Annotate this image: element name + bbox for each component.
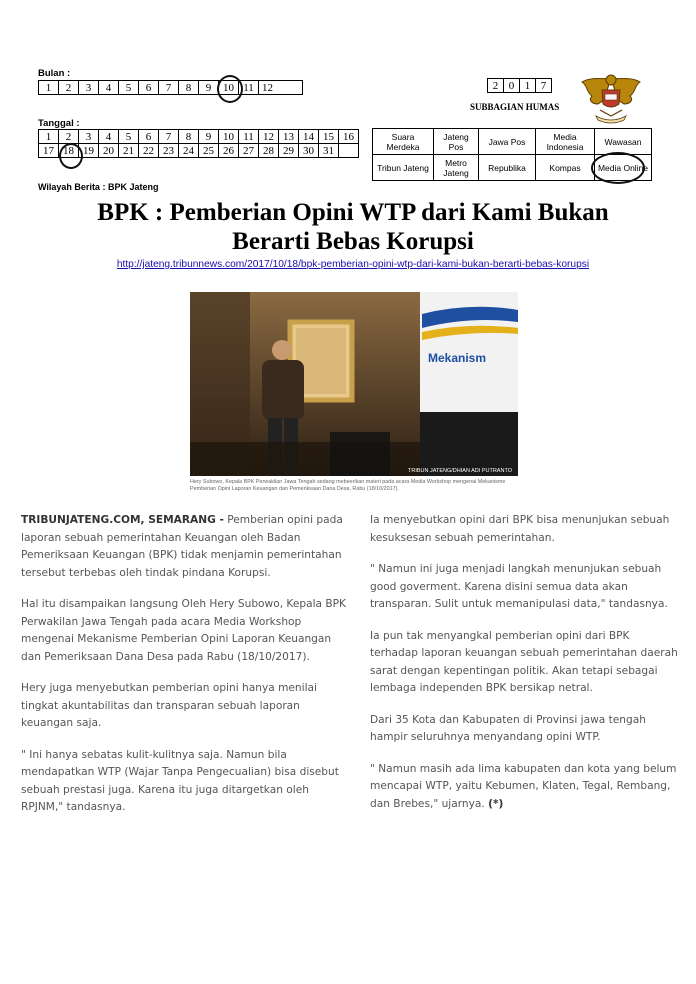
banner-text: Mekanism — [428, 351, 487, 365]
date-cell: 14 — [299, 130, 319, 144]
year-digit: 2 — [488, 79, 504, 93]
headline — [30, 198, 676, 256]
article-right-column — [370, 512, 680, 827]
article-paragraph: Ia pun tak menyangkal pemberian opini dari BPK terhadap laporan keuangan sebuah pemerintahan daerah sarat dengan kepentingan politik. Akan tetapi sebagai lembaga independen BPK bersikap netral. — [370, 629, 678, 694]
dateline: TRIBUNJATENG.COM, SEMARANG - — [21, 514, 224, 526]
date-cell: 19 — [79, 144, 99, 158]
date-cell: 6 — [139, 130, 159, 144]
media-cell: Kompas — [536, 155, 595, 181]
date-cell: 1 — [39, 130, 59, 144]
end-mark: (*) — [488, 797, 504, 810]
article-paragraph: Hery juga menyebutkan pemberian opini hanya menilai tingkat akuntabilitas dan transparan sebuah laporan keuangan saja. — [21, 682, 317, 729]
selected-date-circle — [59, 143, 83, 169]
date-cell: 3 — [79, 130, 99, 144]
article-paragraph: Hal itu disampaikan langsung Oleh Hery Subowo, Kepala BPK Perwakilan Jawa Tengah pada acara Media Workshop mengenai Mekanisme Pemberian Opini Laporan Keuangan dan Pemeriksaan Dana Desa pada Rabu (18/10/2017). — [21, 598, 346, 663]
date-cell: 11 — [239, 130, 259, 144]
date-grid — [38, 129, 359, 158]
media-cell: Jawa Pos — [479, 129, 536, 155]
garuda-emblem-icon — [578, 70, 644, 126]
paragraph-text: Pemberian opini pada laporan sebuah pemerintahan Keuangan oleh Badan Pemeriksaan Keuangan (BPK) tidak menjamin pemerintahan tersebut terbebas oleh tindak pindana Korupsi. — [21, 514, 343, 579]
media-cell: Wawasan — [595, 129, 652, 155]
date-cell: 2 — [59, 130, 79, 144]
month-cell: 8 — [179, 81, 199, 95]
date-cell: 10 — [219, 130, 239, 144]
article-paragraph: " Namun ini juga menjadi langkah menunjukan sebuah good goverment. Karena disini semua data akan transparan. Sulit untuk memanipulasi data," tandasnya. — [370, 563, 668, 610]
photo-credit: TRIBUN JATENG/DHIAN ADI PUTRANTO — [407, 468, 512, 474]
paragraph-text: " Namun masih ada lima kabupaten dan kota yang belum mencapai WTP, yaitu Kebumen, Klaten, Tegal, Rembang, dan Brebes," ujarnya. — [370, 762, 677, 810]
article-paragraph: Ia menyebutkan opini dari BPK bisa menunjukan sebuah kesuksesan sebuah pemerintahan. — [370, 514, 670, 544]
date-cell: 18 — [59, 144, 79, 158]
wilayah-berita: Wilayah Berita : BPK Jateng — [38, 182, 159, 192]
photo-caption: Hery Subowo, Kepala BPK Perwakilan Jawa Tengah sedang mebeerikan materi pada acara Media Workshop mengenai Mekanisme Pemberian Opini Laporan Keuangan dan Pemeriksaan Dana Desa, Rabu (18/10/2017). — [190, 479, 506, 492]
article-paragraph — [21, 512, 354, 582]
month-cell: 5 — [119, 81, 139, 95]
date-cell: 9 — [199, 130, 219, 144]
date-cell: 4 — [99, 130, 119, 144]
headline-line: BPK : Pemberian Opini WTP dari Kami Bukan — [97, 199, 609, 226]
selected-media-circle — [591, 152, 645, 184]
department-label: SUBBAGIAN HUMAS — [470, 102, 560, 112]
month-cell: 7 — [159, 81, 179, 95]
article-left-column — [21, 512, 354, 831]
month-cell: 9 — [199, 81, 219, 95]
selected-month-circle — [217, 75, 243, 103]
headline-line: Berarti Bebas Korupsi — [232, 228, 474, 255]
month-cell: 12 — [259, 81, 303, 95]
date-cell: 31 — [319, 144, 339, 158]
month-cell: 4 — [99, 81, 119, 95]
article-photo — [190, 292, 518, 476]
article-photo-drawing — [190, 292, 518, 476]
date-cell: 28 — [259, 144, 279, 158]
month-cell: 10 — [219, 81, 239, 95]
article-paragraph — [370, 761, 680, 814]
date-cell: 21 — [119, 144, 139, 158]
year-digit: 7 — [536, 79, 552, 93]
date-cell: 5 — [119, 130, 139, 144]
date-cell: 27 — [239, 144, 259, 158]
tanggal-label: Tanggal : — [38, 118, 80, 129]
date-cell: 17 — [39, 144, 59, 158]
date-cell: 23 — [159, 144, 179, 158]
date-cell: 24 — [179, 144, 199, 158]
year-digit: 0 — [504, 79, 520, 93]
article-paragraph: Dari 35 Kota dan Kabupaten di Provinsi jawa tengah hampir seluruhnya menyandang opini WTP. — [370, 713, 646, 743]
media-cell: Jateng Pos — [434, 129, 479, 155]
date-cell: 15 — [319, 130, 339, 144]
year-digit: 1 — [520, 79, 536, 93]
date-cell: 26 — [219, 144, 239, 158]
month-cell: 3 — [79, 81, 99, 95]
month-grid — [38, 80, 303, 95]
media-cell: Tribun Jateng — [373, 155, 434, 181]
date-cell: 12 — [259, 130, 279, 144]
date-cell: 13 — [279, 130, 299, 144]
month-cell: 11 — [239, 81, 259, 95]
month-cell: 1 — [39, 81, 59, 95]
media-cell-selected: Media Online — [595, 155, 652, 181]
date-cell: 29 — [279, 144, 299, 158]
date-cell: 30 — [299, 144, 319, 158]
month-cell: 2 — [59, 81, 79, 95]
date-cell: 22 — [139, 144, 159, 158]
media-cell: Suara Merdeka — [373, 129, 434, 155]
year-grid — [487, 78, 552, 93]
bulan-label: Bulan : — [38, 68, 71, 79]
date-cell — [339, 144, 359, 158]
source-link[interactable]: http://jateng.tribunnews.com/2017/10/18/bpk-pemberian-opini-wtp-dari-kami-bukan-berarti-bebas-korupsi — [116, 259, 590, 270]
date-cell: 7 — [159, 130, 179, 144]
date-cell: 8 — [179, 130, 199, 144]
month-cell: 6 — [139, 81, 159, 95]
date-cell: 25 — [199, 144, 219, 158]
article-paragraph: " Ini hanya sebatas kulit-kulitnya saja. Namun bila mendapatkan WTP (Wajar Tanpa Pengecualian) bisa disebut sebuah prestasi juga. Karena itu juga ditargetkan oleh RPJNM," tandasnya. — [21, 748, 339, 813]
date-cell: 20 — [99, 144, 119, 158]
media-cell: Republika — [479, 155, 536, 181]
date-cell: 16 — [339, 130, 359, 144]
media-cell: Metro Jateng — [434, 155, 479, 181]
media-cell: Media Indonesia — [536, 129, 595, 155]
